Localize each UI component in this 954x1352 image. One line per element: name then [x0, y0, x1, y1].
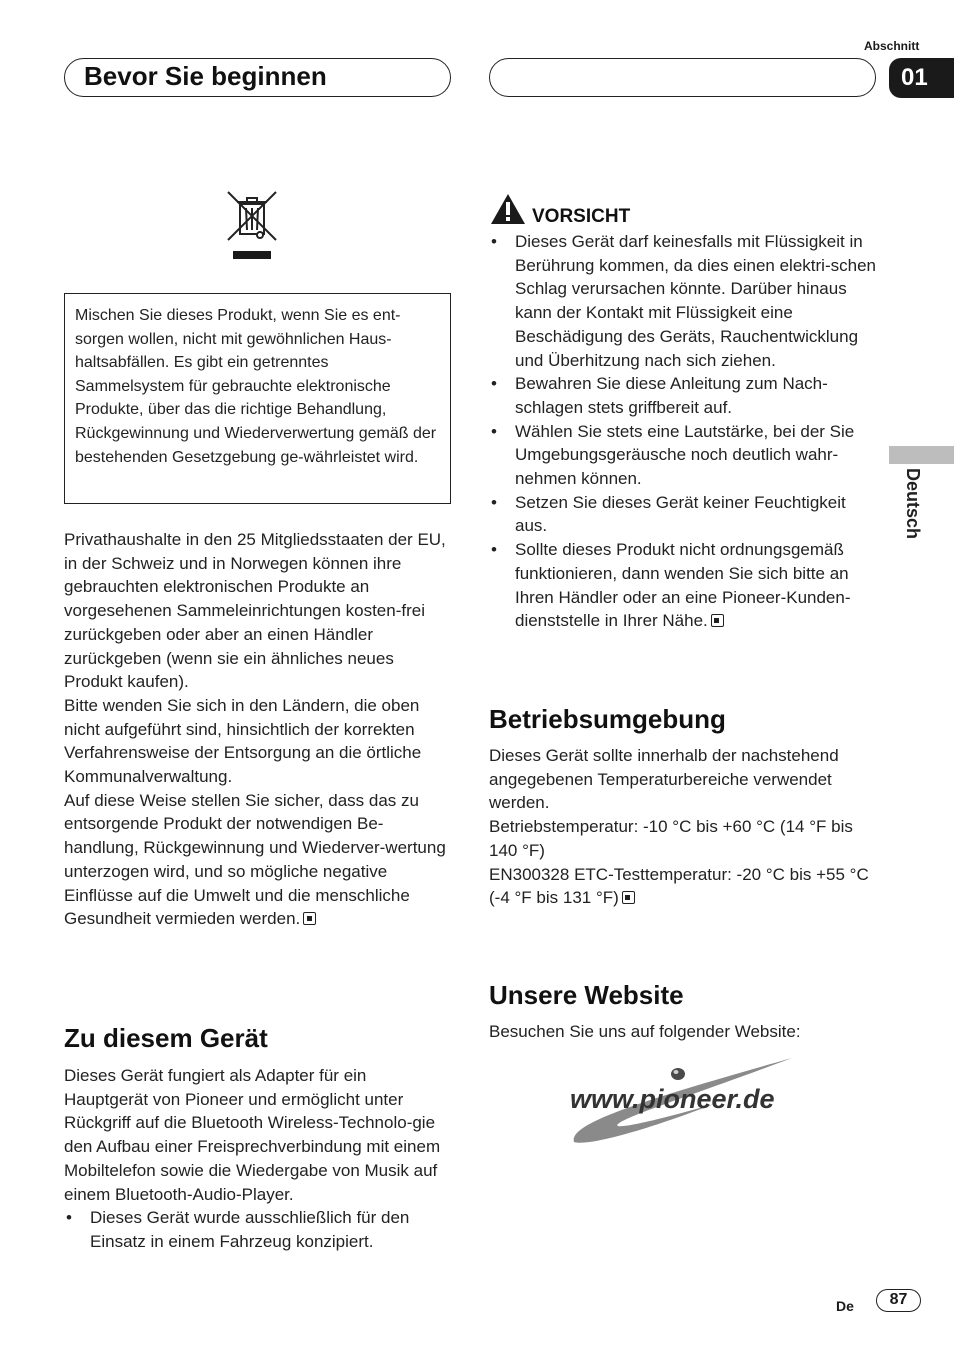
section-heading-environment: Betriebsumgebung — [489, 704, 726, 734]
disposal-paragraph-text: Auf diese Weise stellen Sie sicher, dass das zu entsorgende Produkt der notwendigen Be-handlung, Rückgewinnung und Wiederver-wertung unterzogen wird, und so mögliche negative Einflüsse auf die Umwelt und die menschliche Gesundheit vermieden werden. — [64, 790, 446, 929]
test-temperature — [489, 863, 874, 910]
disposal-paragraph: Bitte wenden Sie sich in den Ländern, die oben nicht aufgeführt sind, hinsichtlich der korrekten Verfahrensweise der Entsorgung an die örtliche Kommunalverwaltung. — [64, 695, 422, 787]
disposal-paragraph: Privathaushalte in den 25 Mitgliedsstaaten der EU, in der Schweiz und in Norwegen können ihre gebrauchten elektronischen Produkte an vorgesehenen Sammeleinrichtungen kosten-frei zurückgeben oder aber an einen Händler zurückgeben (wenn sie ein ähnliches neues Produkt kaufen). — [64, 530, 446, 692]
list-item-text: Sollte dieses Produkt nicht ordnungsgemäß funktionieren, dann wenden Sie sich bitte an Ihren Händler oder an eine Pioneer-Kunden-dienststelle in Ihrer Nähe. — [515, 540, 851, 631]
caution-bullets — [489, 230, 877, 633]
test-temperature-text: EN300328 ETC-Testtemperatur: -20 °C bis +55 °C (-4 °F bis 131 °F) — [489, 864, 869, 908]
section-label: Abschnitt — [864, 39, 920, 53]
list-item: • Dieses Gerät darf keinesfalls mit Flüssigkeit in Berührung kommen, da dies einen elektri-schen Schlag verursachen könnte. Darüber hinaus kann der Kontakt mit Flüssigkeit eine Beschädigung des Geräts, Rauchentwicklung und Überhitzung nach sich ziehen. — [489, 230, 877, 372]
section-heading-website: Unsere Website — [489, 980, 684, 1010]
section-number-badge: 01 — [889, 58, 954, 98]
end-mark-icon — [622, 891, 635, 904]
environment-section — [489, 744, 874, 910]
website-url-text: www.pioneer.de — [570, 1084, 775, 1114]
list-item: • Dieses Gerät wurde ausschließlich für den Einsatz in einem Fahrzeug konzipiert. — [64, 1206, 452, 1253]
website-intro: Besuchen Sie uns auf folgender Website: — [489, 1022, 801, 1041]
end-mark-icon — [711, 614, 724, 627]
section-heading-device: Zu diesem Gerät — [64, 1023, 268, 1053]
language-tab-bar — [889, 446, 954, 464]
list-item — [489, 538, 877, 633]
language-tab-label: Deutsch — [903, 468, 923, 540]
footer-language-code: De — [836, 1298, 854, 1314]
list-item: • Setzen Sie dieses Gerät keiner Feuchtigkeit aus. — [489, 491, 877, 538]
disposal-paragraph — [64, 789, 454, 931]
end-mark-icon — [303, 912, 316, 925]
device-description: Dieses Gerät fungiert als Adapter für ein Hauptgerät von Pioneer und ermöglicht unter Rückgriff auf die Bluetooth Wireless-Technolo-gie den Aufbau einer Freisprechverbindung mit einem Mobiltelefon sowie die Wiedergabe von Musik auf einem Bluetooth-Audio-Player. — [64, 1066, 441, 1204]
environment-intro: Dieses Gerät sollte innerhalb der nachstehend angegebenen Temperaturbereiche verwendet werden. — [489, 746, 839, 813]
page-header-title: Bevor Sie beginnen — [84, 61, 327, 91]
list-item: • Wählen Sie stets eine Lautstärke, bei der Sie Umgebungsgeräusche noch deutlich wahr-nehmen können. — [489, 420, 877, 491]
warning-triangle-icon — [489, 192, 527, 226]
page-number: 87 — [876, 1289, 921, 1312]
disposal-section — [64, 528, 454, 931]
weee-notice-text: Mischen Sie dieses Produkt, wenn Sie es ent-sorgen wollen, nicht mit gewöhnlichen Haus-haltsabfällen. Es gibt ein getrenntes Sammelsystem für gebrauchte elektronische Produkte, über das die richtige Behandlung, Rückgewinnung und Wiederverwertung gemäß der bestehenden Gesetzgebung ge-währleistet wird. — [75, 307, 437, 466]
caution-heading: VORSICHT — [532, 206, 631, 227]
header-blank-frame — [489, 58, 876, 97]
operating-temperature: Betriebstemperatur: -10 °C bis +60 °C (14 °F bis 140 °F) — [489, 817, 853, 860]
pioneer-website-logo[interactable] — [566, 1054, 798, 1150]
device-bullets — [64, 1206, 452, 1253]
crossed-out-wheeled-bin-icon — [226, 190, 278, 262]
list-item: • Bewahren Sie diese Anleitung zum Nach-schlagen stets griffbereit auf. — [489, 372, 877, 419]
device-section — [64, 1064, 452, 1254]
